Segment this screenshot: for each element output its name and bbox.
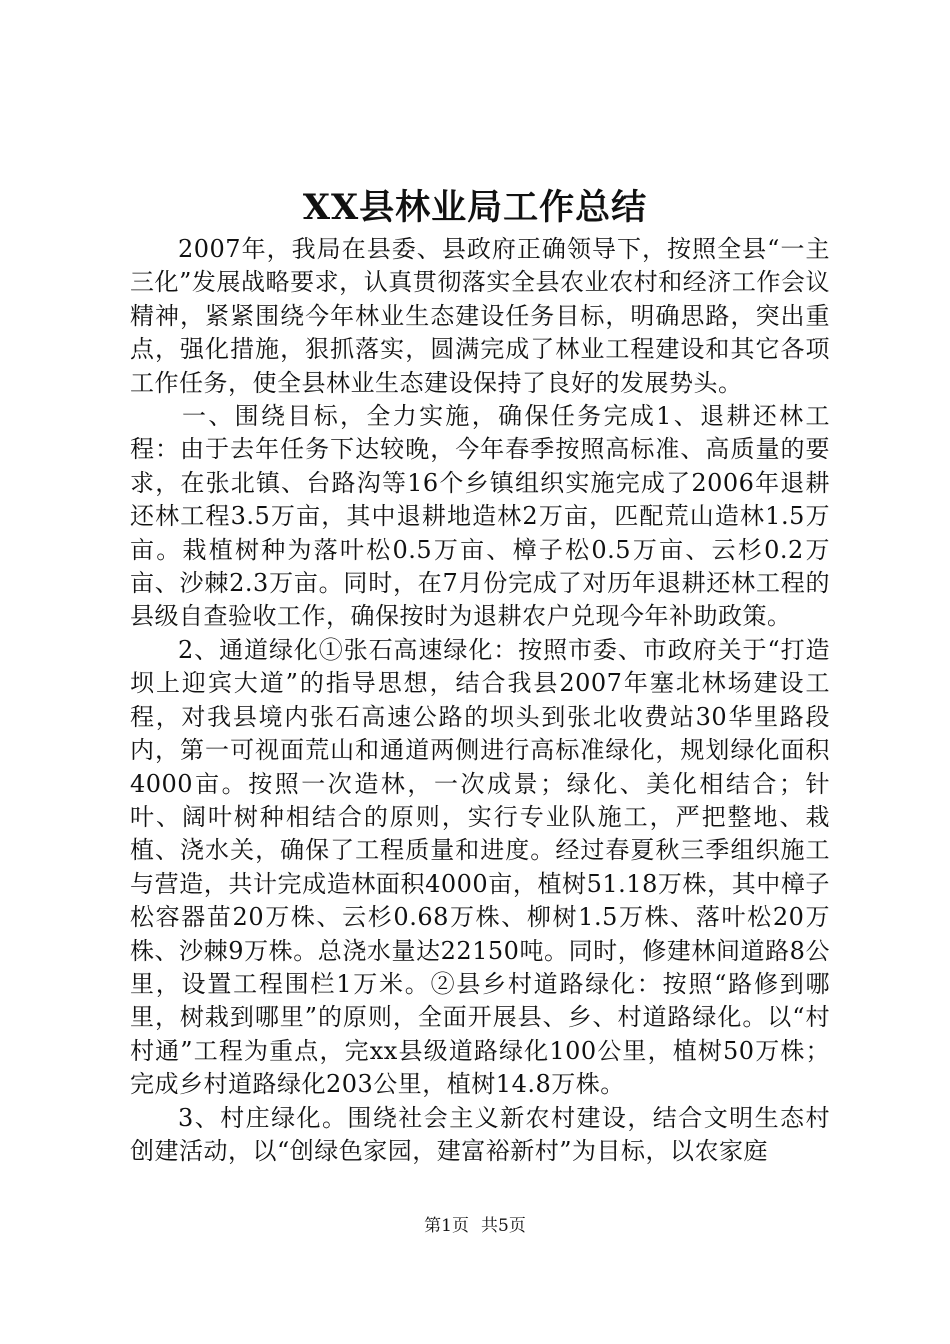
paragraph-intro: 2007年，我局在县委、县政府正确领导下，按照全县“一主三化”发展战略要求，认真贯彻落实全县农业农村和经济工作会议精神，紧紧围绕今年林业生态建设任务目标，明确思路，突出重点，强化措施，狠抓落实，圆满完成了林业工程建设和其它各项工作任务，使全县林业生态建设保持了良好的发展势头。 (130, 235, 830, 397)
page-footer (0, 1215, 950, 1237)
paragraph-village-greening: 3、村庄绿化。围绕社会主义新农村建设，结合文明生态村创建活动，以“创绿色家园，建富裕新村”为目标，以农家庭 (130, 1103, 830, 1165)
document-body (130, 233, 830, 1168)
document-title: XX县林业局工作总结 (302, 187, 648, 228)
paragraph-channel-greening: 2、通道绿化①张石高速绿化：按照市委、市政府关于“打造坝上迎宾大道”的指导思想，结合我县2007年塞北林场建设工程，对我县境内张石高速公路的坝头到张北收费站30华里路段内，第一可视面荒山和通道两侧进行高标准绿化，规划绿化面积4000亩。按照一次造林，一次成景；绿化、美化相结合；针叶、阔叶树种相结合的原则，实行专业队施工，严把整地、栽植、浇水关，确保了工程质量和进度。经过春夏秋三季组织施工与营造，共计完成造林面积4000亩，植树51.18万株，其中樟子松容器苗20万株、云杉0.68万株、柳树1.5万株、落叶松20万株、沙棘9万株。总浇水量达22150吨。同时，修建林间道路8公里，设置工程围栏1万米。②县乡村道路绿化：按照“路修到哪里，树栽到哪里”的原则，全面开展县、乡、村道路绿化。以“村村通”工程为重点，完xx县级道路绿化100公里，植树50万株；完成乡村道路绿化203公里，植树14.8万株。 (130, 635, 830, 1099)
paragraph-section-1: 一、围绕目标，全力实施，确保任务完成1、退耕还林工程：由于去年任务下达较晚，今年春季按照高标准、高质量的要求，在张北镇、台路沟等16个乡镇组织实施完成了2006年退耕还林工程3.5万亩，其中退耕地造林2万亩，匹配荒山造林1.5万亩。栽植树种为落叶松0.5万亩、樟子松0.5万亩、云杉0.2万亩、沙棘2.3万亩。同时，在7月份完成了对历年退耕还林工程的县级自查验收工作，确保按时为退耕农户兑现今年补助政策。 (130, 402, 830, 631)
page-number: 第1页 (424, 1216, 469, 1236)
page-total: 共5页 (481, 1216, 526, 1236)
